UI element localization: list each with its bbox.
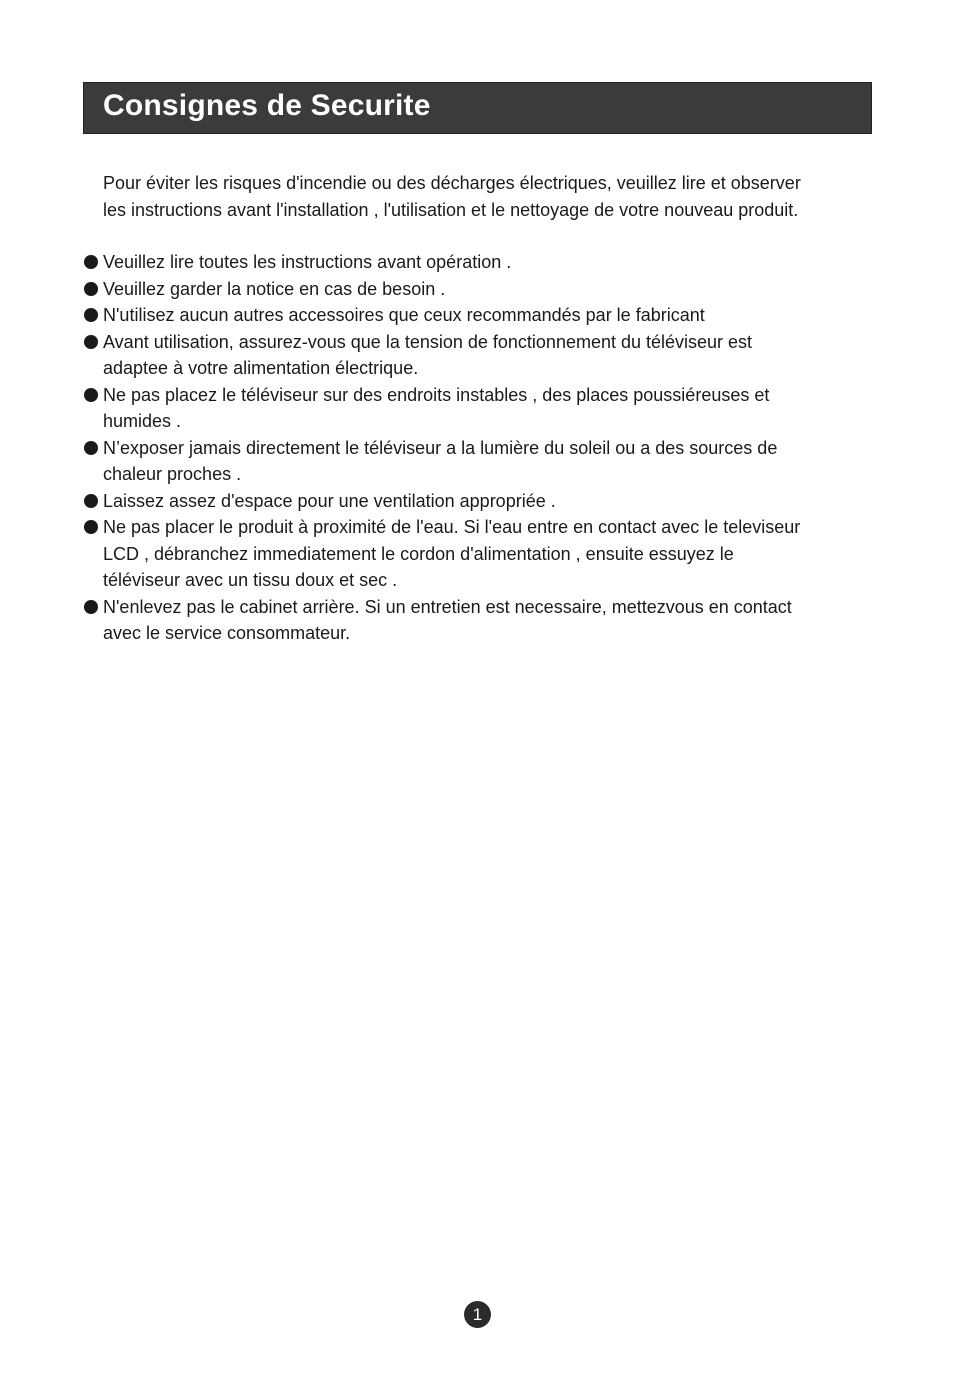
list-item-text: Veuillez garder la notice en cas de besoin . <box>103 278 446 299</box>
bullet-icon <box>84 520 98 534</box>
bullet-icon <box>84 282 98 296</box>
list-item-text: Ne pas placez le téléviseur sur des endroits instables , des places poussiéreuses et <box>103 384 770 405</box>
list-item-text: Ne pas placer le produit à proximité de l'eau. Si l'eau entre en contact avec le televiseur <box>103 517 801 537</box>
list-item <box>83 249 883 276</box>
bullet-icon <box>84 441 98 455</box>
bullet-icon <box>84 494 98 508</box>
bullet-icon <box>84 308 98 322</box>
list-item-text: Avant utilisation, assurez-vous que la tension de fonctionnement du téléviseur est <box>103 331 753 352</box>
list-item <box>83 594 883 647</box>
title-bar <box>83 82 872 134</box>
list-item <box>83 514 883 594</box>
list-item-text: humides . <box>103 411 182 431</box>
bullet-icon <box>84 255 98 269</box>
list-item <box>83 435 883 488</box>
intro-line: les instructions avant l'installation , l'utilisation et le nettoyage de votre nouveau produit. <box>103 199 799 220</box>
list-item <box>83 329 883 382</box>
list-item <box>83 276 883 303</box>
list-item-text: N'enlevez pas le cabinet arrière. Si un entretien est necessaire, mettezvous en contact <box>103 596 792 617</box>
list-item-text: téléviseur avec un tissu doux et sec . <box>103 570 398 590</box>
list-item-text: chaleur proches . <box>103 464 242 484</box>
list-item <box>83 488 883 515</box>
list-item-text: avec le service consommateur. <box>103 623 351 643</box>
page-number: 1 <box>464 1301 491 1328</box>
list-item-text: adaptee à votre alimentation électrique. <box>103 358 419 378</box>
intro-line: Pour éviter les risques d'incendie ou des décharges électriques, veuillez lire et observer <box>103 173 801 193</box>
bullet-icon <box>84 600 98 614</box>
safety-instructions-list <box>83 249 883 647</box>
bullet-icon <box>84 388 98 402</box>
list-item-text: N'utilisez aucun autres accessoires que ceux recommandés par le fabricant <box>103 305 705 325</box>
list-item-text: Laissez assez d'espace pour une ventilation appropriée . <box>103 490 556 511</box>
list-item-text: LCD , débranchez immediatement le cordon d'alimentation , ensuite essuyez le <box>103 543 734 564</box>
intro-paragraph <box>103 170 873 223</box>
list-item-text: Veuillez lire toutes les instructions avant opération . <box>103 252 512 272</box>
page-title: Consignes de Securite <box>103 89 431 122</box>
list-item <box>83 382 883 435</box>
bullet-icon <box>84 335 98 349</box>
list-item-text: N’exposer jamais directement le téléviseur a la lumière du soleil ou a des sources de <box>103 437 778 458</box>
list-item <box>83 302 883 329</box>
